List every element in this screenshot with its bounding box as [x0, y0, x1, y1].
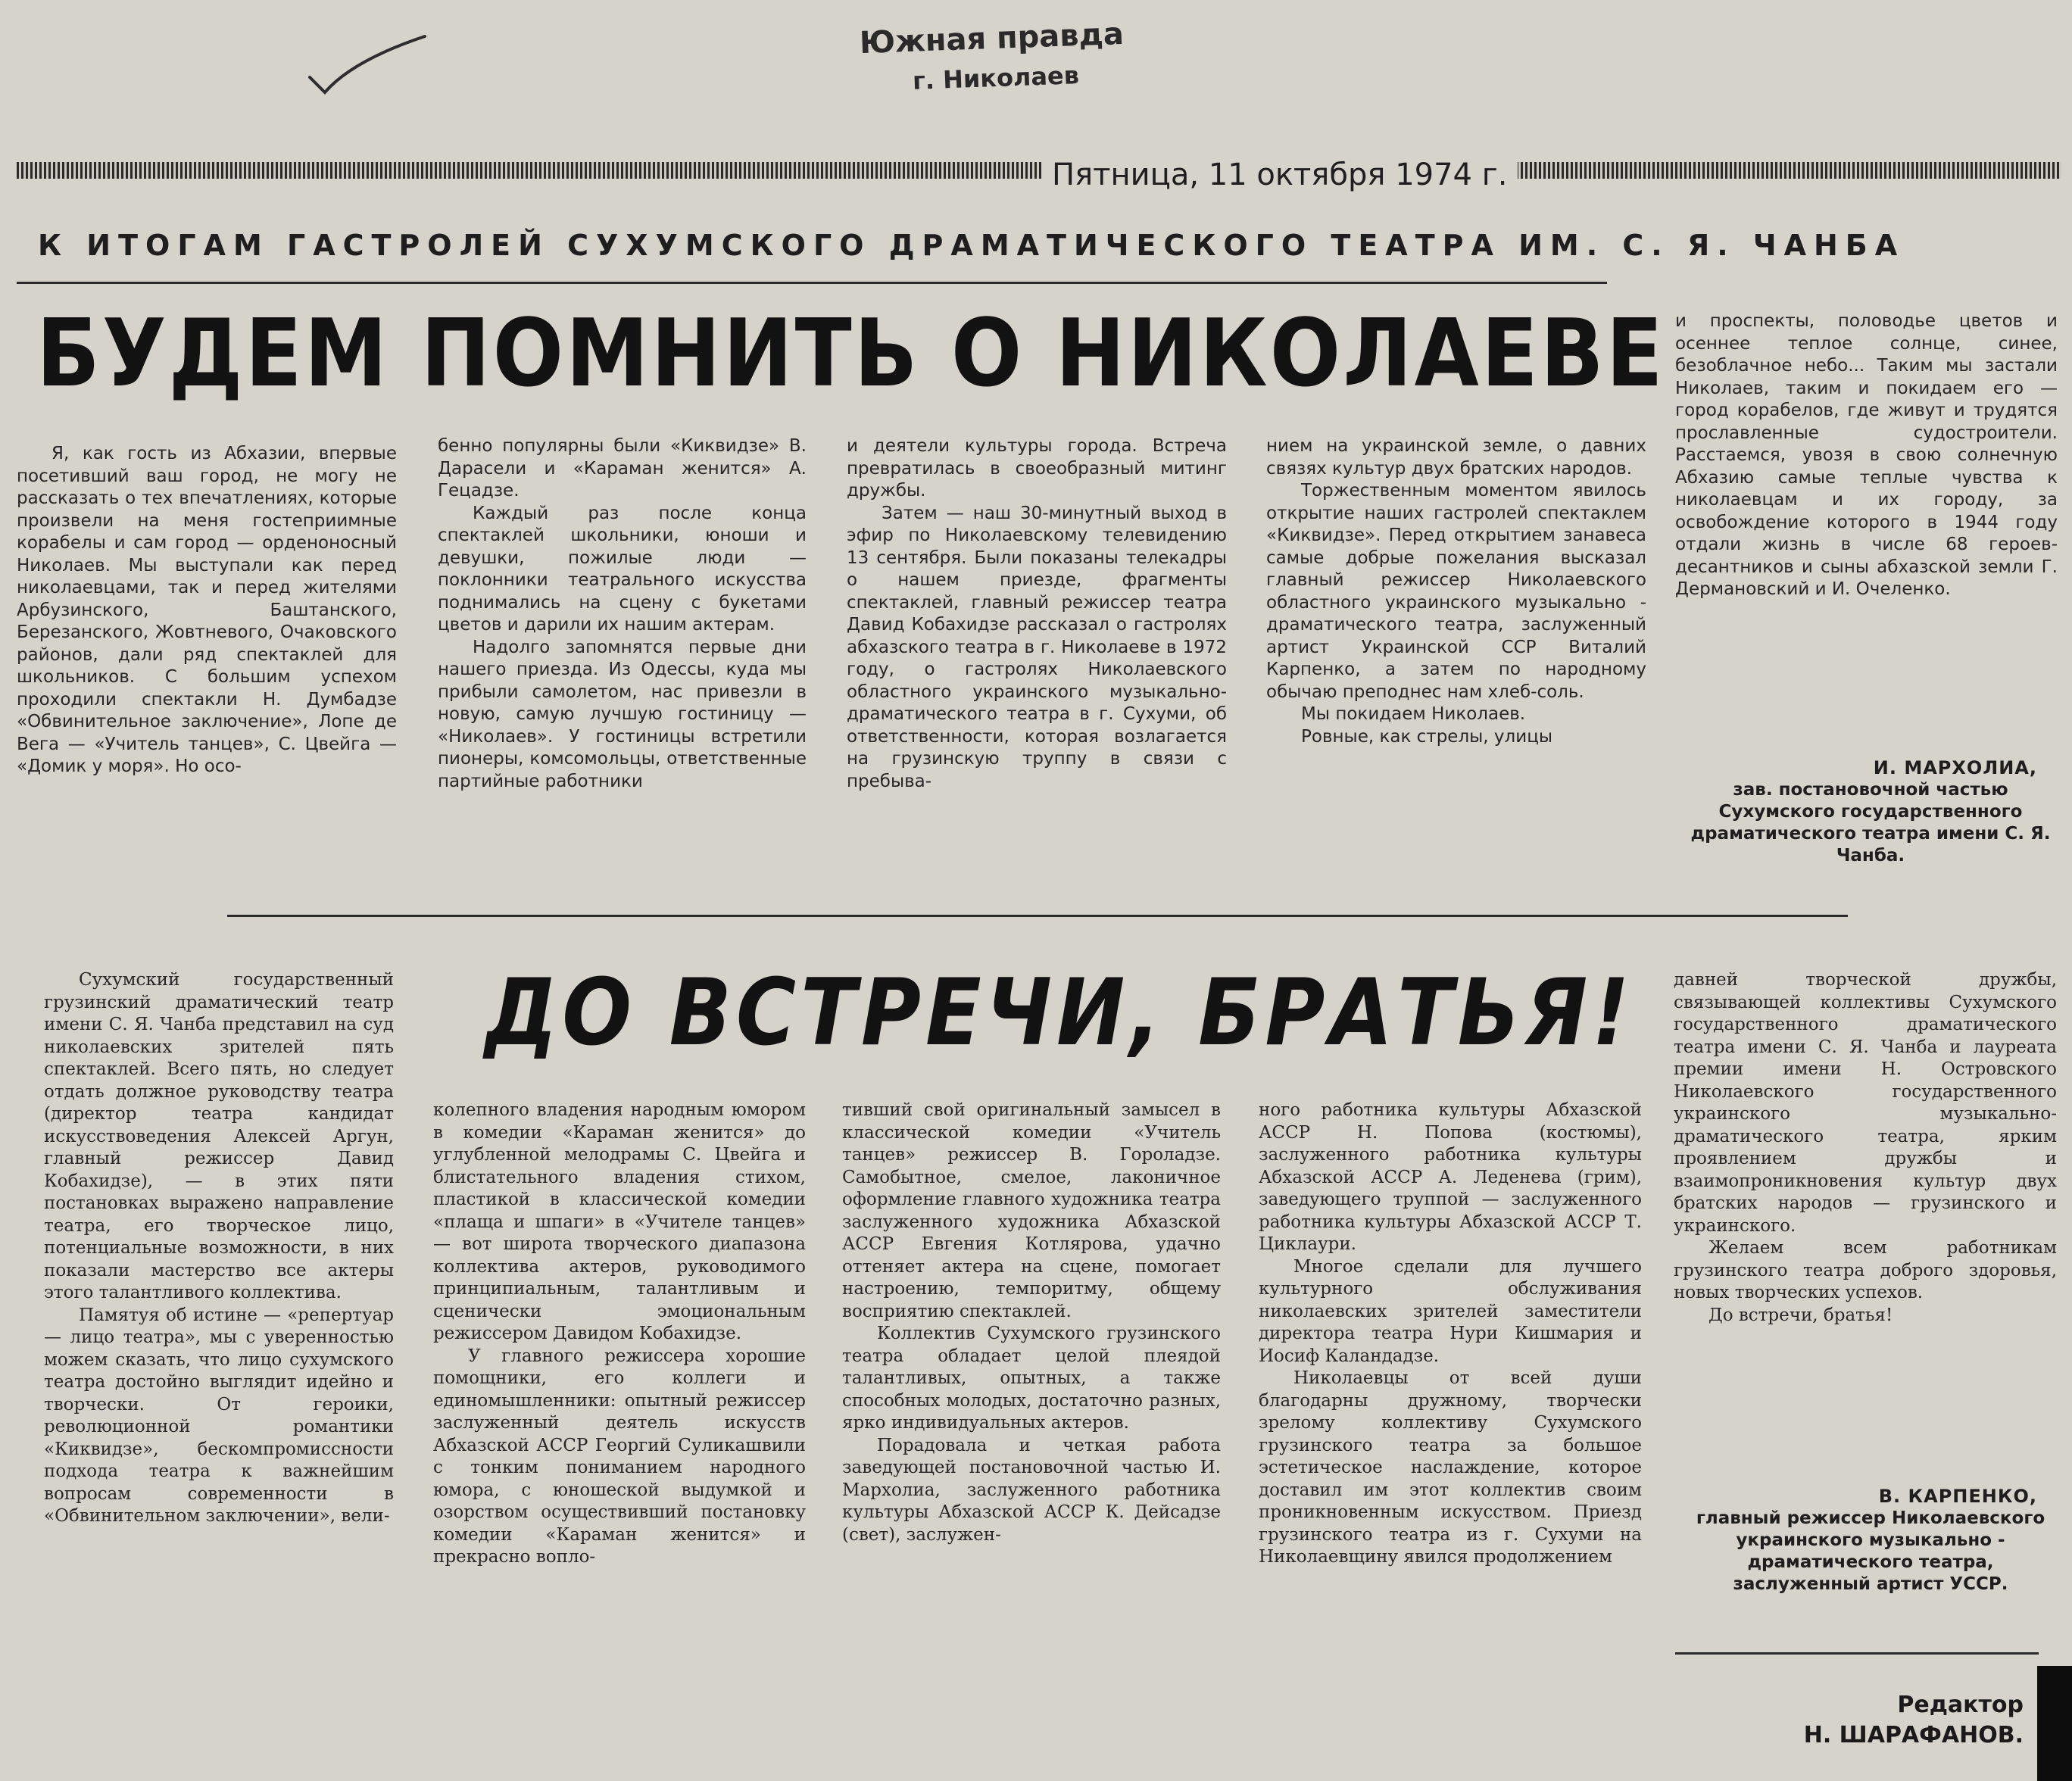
article1-column-5 — [1675, 310, 2058, 750]
section-kicker: К ИТОГАМ ГАСТРОЛЕЙ СУХУМСКОГО ДРАМАТИЧЕСКОГО ТЕАТРА ИМ. С. Я. ЧАНБА — [38, 229, 1905, 262]
paragraph: давней творческой дружбы, связывающей коллективы Сухумского государственного драматического театра имени С. Я. Чанба и лауреата премии имени Н. Островского Николаевского государственного украинского музыкально-драматического театра, ярким проявлением дружбы и взаимопроникновения культур двух братских народов — грузинского и украинского. — [1674, 970, 2057, 1236]
editor-label: Редактор — [1897, 1692, 2024, 1718]
paragraph: и проспекты, половодье цветов и осеннее теплое солнце, синее, безоблачное небо... Таким мы застали Николаев, таким и покидаем его — город корабелов, где живут и трудятся прославленные судостроители. Расстаемся, увозя в свою солнечную Абхазию самые теплые чувства к николаевцам и их городу, за освобождение которого в 1944 году отдали жизнь в числе 68 героев-десантников и сыны абхазской земли Г. Дермановский и И. Очеленко. — [1675, 311, 2058, 599]
article2-headline: ДО ВСТРЕЧИ, БРАТЬЯ! — [485, 960, 1634, 1066]
article-divider — [227, 915, 1848, 917]
paragraph: Ровные, как стрелы, улицы — [1301, 726, 1553, 747]
editor-name: Н. ШАРАФАНОВ. — [1803, 1722, 2024, 1748]
article2-column-5 — [1674, 969, 2057, 1480]
signature-name: И. МАРХОЛИА, — [1873, 757, 2037, 778]
dateline: Пятница, 11 октября 1974 г. — [1041, 158, 1518, 192]
signature-title: главный режиссер Николаевского украинского музыкально - драматического театра, заслуженный артист УССР. — [1696, 1508, 2045, 1594]
signature-title: зав. постановочной частью Сухумского государственного драматического театра имени С. Я. Чанба. — [1690, 780, 2051, 866]
article2-signature — [1689, 1486, 2052, 1595]
stamp-city: г. Николаев — [912, 61, 1080, 95]
paragraph: Коллектив Сухумского грузинского театра обладает целой плеядой талантливых, опытных, а также способных молодых, достаточно разных, ярко индивидуальных актеров. — [842, 1324, 1221, 1433]
paragraph: Памятуя об истине — «репертуар — лицо театра», мы с уверенностью можем сказать, что лицо сухумского театра достойно выглядит идейно и творчески. От героики, революционной романтики «Киквидзе», бескомпромиссности подхода театра к важнейшим вопросам современности в «Обвинительном заключении», вели- — [44, 1305, 394, 1526]
article1-column-4 — [1266, 435, 1646, 881]
paragraph: Многое сделали для лучшего культурного обслуживания николаевских зрителей заместители директора театра Нури Кишмария и Иосиф Каландадзе. — [1259, 1256, 1642, 1366]
paragraph: Сухумский государственный грузинский драматический театр имени С. Я. Чанба представил на суд николаевских зрителей пять спектаклей. Всего пять, но следует отдать должное руководству театра (директор театра кандидат искусствоведения Алексей Аргун, главный режиссер Давид Кобахидзе), — в этих пяти постановках выражено направление театра, его творческое лицо, потенциальные возможности, в них показали мастерство все актеры этого талантливого коллектива. — [44, 970, 394, 1302]
paragraph: Каждый раз после конца спектаклей школьники, юноши и девушки, пожилые люди — поклонники театрального искусства поднимались на сцену с букетами цветов и дарили их нашим актерам. — [438, 503, 807, 635]
paragraph: нием на украинской земле, о давних связях культур двух братских народов. — [1266, 436, 1646, 479]
scan-dark-edge — [2037, 1666, 2072, 1781]
article1-headline: БУДЕМ ПОМНИТЬ О НИКОЛАЕВЕ — [36, 299, 1665, 408]
article2-column-2 — [433, 1099, 806, 1781]
article2-column-3 — [842, 1099, 1221, 1781]
paragraph: Торжественным моментом явилось открытие наших гастролей спектаклем «Киквидзе». Перед открытием занавеса самые добрые пожелания высказал главный режиссер Николаевского областного украинского музыкально - драматического театра, заслуженный артист Украинской ССР Виталий Карпенко, а затем по народному обычаю преподнес нам хлеб-соль. — [1266, 481, 1646, 702]
paragraph: и деятели культуры города. Встреча превратилась в своеобразный митинг дружбы. — [847, 436, 1227, 501]
signature-name: В. КАРПЕНКО, — [1878, 1486, 2037, 1507]
paragraph: колепного владения народным юмором в комедии «Караман женится» до углубленной мелодрамы С. Цвейга и блистательного владения стихом, пластикой в классической комедии «плаща и шпаги» в «Учителе танцев» — вот широта творческого диапазона коллектива актеров, руководимого принципиальным, талантливым и сценически эмоциональным режиссером Давидом Кобахидзе. — [433, 1100, 806, 1343]
paragraph: Мы покидаем Николаев. — [1301, 704, 1526, 724]
pencil-checkmark-icon — [307, 30, 428, 98]
article1-signature — [1689, 757, 2052, 867]
stamp-newspaper-name: Южная правда — [859, 16, 1125, 61]
article2-column-4 — [1259, 1099, 1642, 1781]
kicker-rule — [17, 282, 1607, 284]
paragraph: Затем — наш 30-минутный выход в эфир по Николаевскому телевидению 13 сентября. Были показаны телекадры о нашем приезде, фрагменты спектаклей, главный режиссер театра Давид Кобахидзе рассказал о гастролях абхазского театра в г. Николаеве в 1972 году, о гастролях Николаевского областного украинского музыкально-драматического театра в г. Сухуми, об ответственности, которая возлагается на грузинскую труппу в связи с пребыва- — [847, 503, 1227, 791]
paragraph: тивший свой оригинальный замысел в классической комедии «Учитель танцев» режиссер В. Гороладзе. Самобытное, смелое, лаконичное оформление главного художника театра заслуженного художника Абхазской АССР Евгения Котлярова, удачно оттеняет актера на сцене, помогает настроению, темпоритму, общему восприятию спектаклей. — [842, 1100, 1221, 1321]
editor-rule — [1675, 1652, 2039, 1655]
editor-block — [1742, 1690, 2024, 1751]
paragraph: Желаем всем работникам грузинского театра доброго здоровья, новых творческих успехов. — [1674, 1238, 2057, 1302]
paragraph: До встречи, братья! — [1708, 1305, 1893, 1325]
paragraph: Надолго запомнятся первые дни нашего приезда. Из Одессы, куда мы прибыли самолетом, нас привезли в новую, самую лучшую гостиницу — «Николаев». У гостиницы встретили пионеры, комсомольцы, ответственные партийные работники — [438, 637, 807, 791]
paragraph: Николаевцы от всей души благодарны дружному, творчески зрелому коллективу Сухумского грузинского театра за большое эстетическое наслаждение, которое доставил им этот коллектив своим проникновенным искусством. Приезд грузинского театра из г. Сухуми на Николаевщину явился продолжением — [1259, 1368, 1642, 1567]
paragraph: бенно популярны были «Киквидзе» В. Дарасели и «Караман женится» А. Гецадзе. — [438, 436, 807, 501]
article2-column-1 — [44, 969, 394, 1781]
paragraph: Порадовала и четкая работа заведующей постановочной частью И. Мархолиа, заслуженного работника культуры Абхазской АССР К. Дейсадзе (свет), заслужен- — [842, 1435, 1221, 1545]
article1-column-3 — [847, 435, 1227, 881]
article1-column-1 — [17, 443, 397, 881]
paragraph: У главного режиссера хорошие помощники, его коллеги и единомышленники: опытный режиссер заслуженный деятель искусств Абхазской АССР Георгий Суликашвили с тонким пониманием народного юмора, с юношеской выдумкой и озорством осуществивший постановку комедии «Караман женится» и прекрасно вопло- — [433, 1346, 806, 1567]
paragraph: ного работника культуры Абхазской АССР Н. Попова (костюмы), заслуженного работника культуры Абхазской АССР А. Леденева (грим), заведующего труппой — заслуженного работника культуры Абхазской АССР Т. Циклаури. — [1259, 1100, 1642, 1254]
top-rule — [17, 162, 2061, 179]
paragraph: Я, как гость из Абхазии, впервые посетивший ваш город, не могу не рассказать о тех впечатлениях, которые произвели на меня гостеприимные корабелы и сам город — орденоносный Николаев. Мы выступали как перед николаевцами, так и перед жителями Арбузинского, Баштанского, Березанского, Жовтневого, Очаковского районов, дали ряд спектаклей для школьников. С большим успехом проходили спектакли Н. Думбадзе «Обвинительное заключение», Лопе де Вега — «Учитель танцев», С. Цвейга — «Домик у моря». Но осо- — [17, 444, 397, 776]
article1-column-2 — [438, 435, 807, 881]
